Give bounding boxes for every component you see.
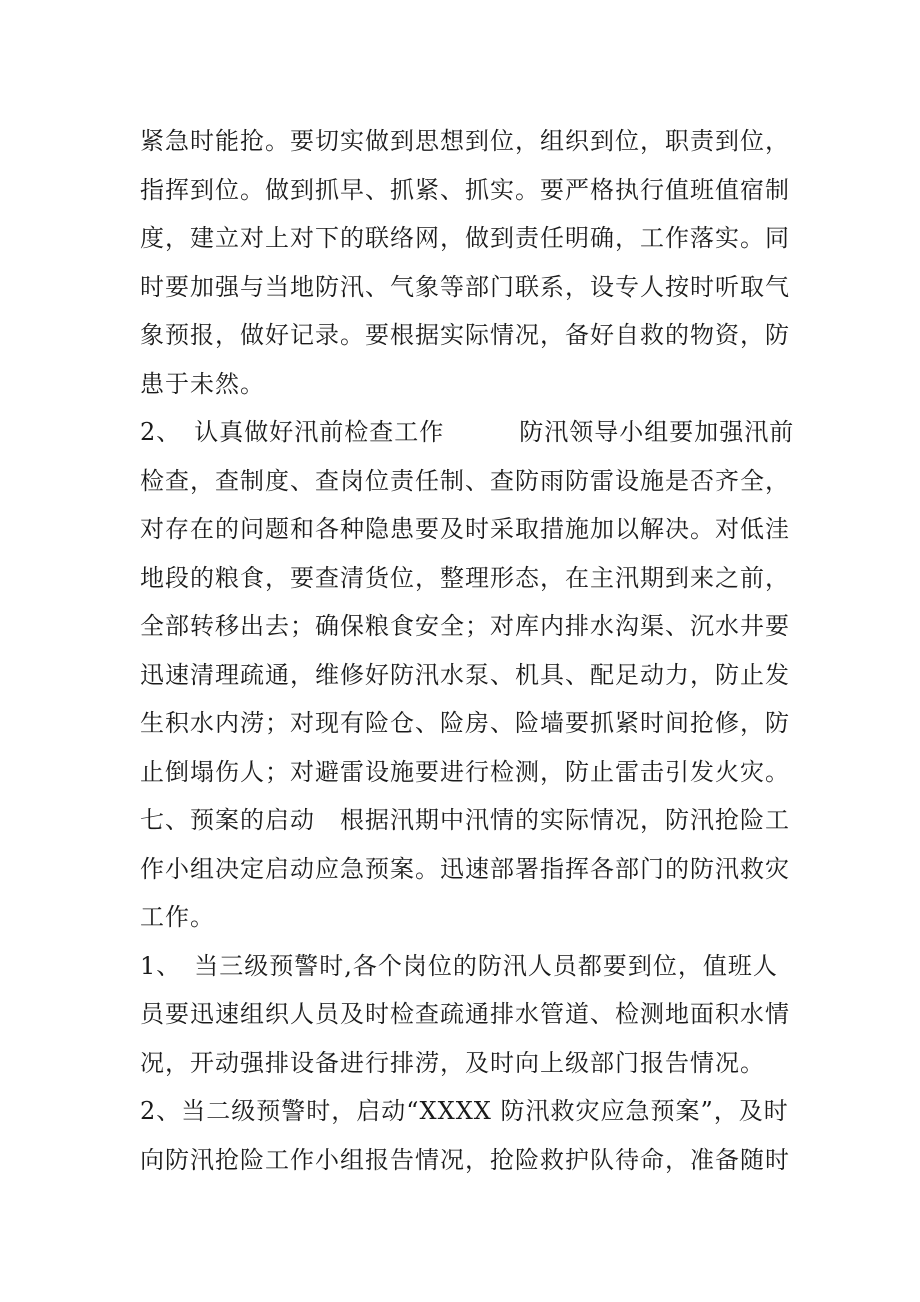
text-line: 七、预案的启动 根据汛期中汛情的实际情况，防汛抢险工 — [140, 806, 790, 834]
text-line: 时要加强与当地防汛、气象等部门联系，设专人按时听取气 — [140, 272, 790, 301]
text-line: 员要迅速组织人员及时检查疏通排水管道、检测地面积水情 — [140, 1000, 790, 1028]
text-line: 止倒塌伤人；对避雷设施要进行检测，防止雷击引发火灾。 — [140, 757, 790, 786]
text-line: 全部转移出去；确保粮食安全；对库内排水沟渠、沉水井要 — [140, 612, 790, 640]
text-line: 地段的粮食，要查清货位，整理形态，在主汛期到来之前， — [140, 563, 790, 592]
text-line: 迅速清理疏通，维修好防汛水泵、机具、配足动力，防止发 — [140, 660, 790, 689]
text-line: 对存在的问题和各种隐患要及时采取措施加以解决。对低洼 — [140, 515, 790, 543]
text-line: 度，建立对上对下的联络网，做到责任明确，工作落实。同 — [140, 224, 790, 252]
text-line: 况，开动强排设备进行排涝，及时向上级部门报告情况。 — [140, 1048, 765, 1077]
text-line: 象预报，做好记录。要根据实际情况，备好自救的物资，防 — [140, 321, 790, 349]
text-line: 检查，查制度、查岗位责任制、查防雨防雷设施是否齐全， — [140, 466, 790, 495]
document-body — [140, 117, 800, 1184]
text-line: 2、 认真做好汛前检查工作 防汛领导小组要加强汛前 — [140, 418, 795, 446]
text-line: 作小组决定启动应急预案。迅速部署指挥各部门的防汛救灾 — [140, 854, 790, 883]
text-line: 向防汛抢险工作小组报告情况，抢险救护队待命，准备随时 — [140, 1145, 790, 1174]
text-line: 紧急时能抢。要切实做到思想到位，组织到位，职责到位， — [140, 127, 790, 155]
text-line: 1、 当三级预警时,各个岗位的防汛人员都要到位，值班人 — [140, 951, 778, 980]
text-line: 患于未然。 — [140, 369, 265, 398]
text-line: 工作。 — [140, 903, 215, 931]
text-line: 2、当二级预警时，启动“XXXX 防汛救灾应急预案”，及时 — [140, 1097, 789, 1125]
text-line: 指挥到位。做到抓早、抓紧、抓实。要严格执行值班值宿制 — [140, 175, 790, 204]
text-line: 生积水内涝；对现有险仓、险房、险墙要抓紧时间抢修，防 — [140, 709, 790, 737]
